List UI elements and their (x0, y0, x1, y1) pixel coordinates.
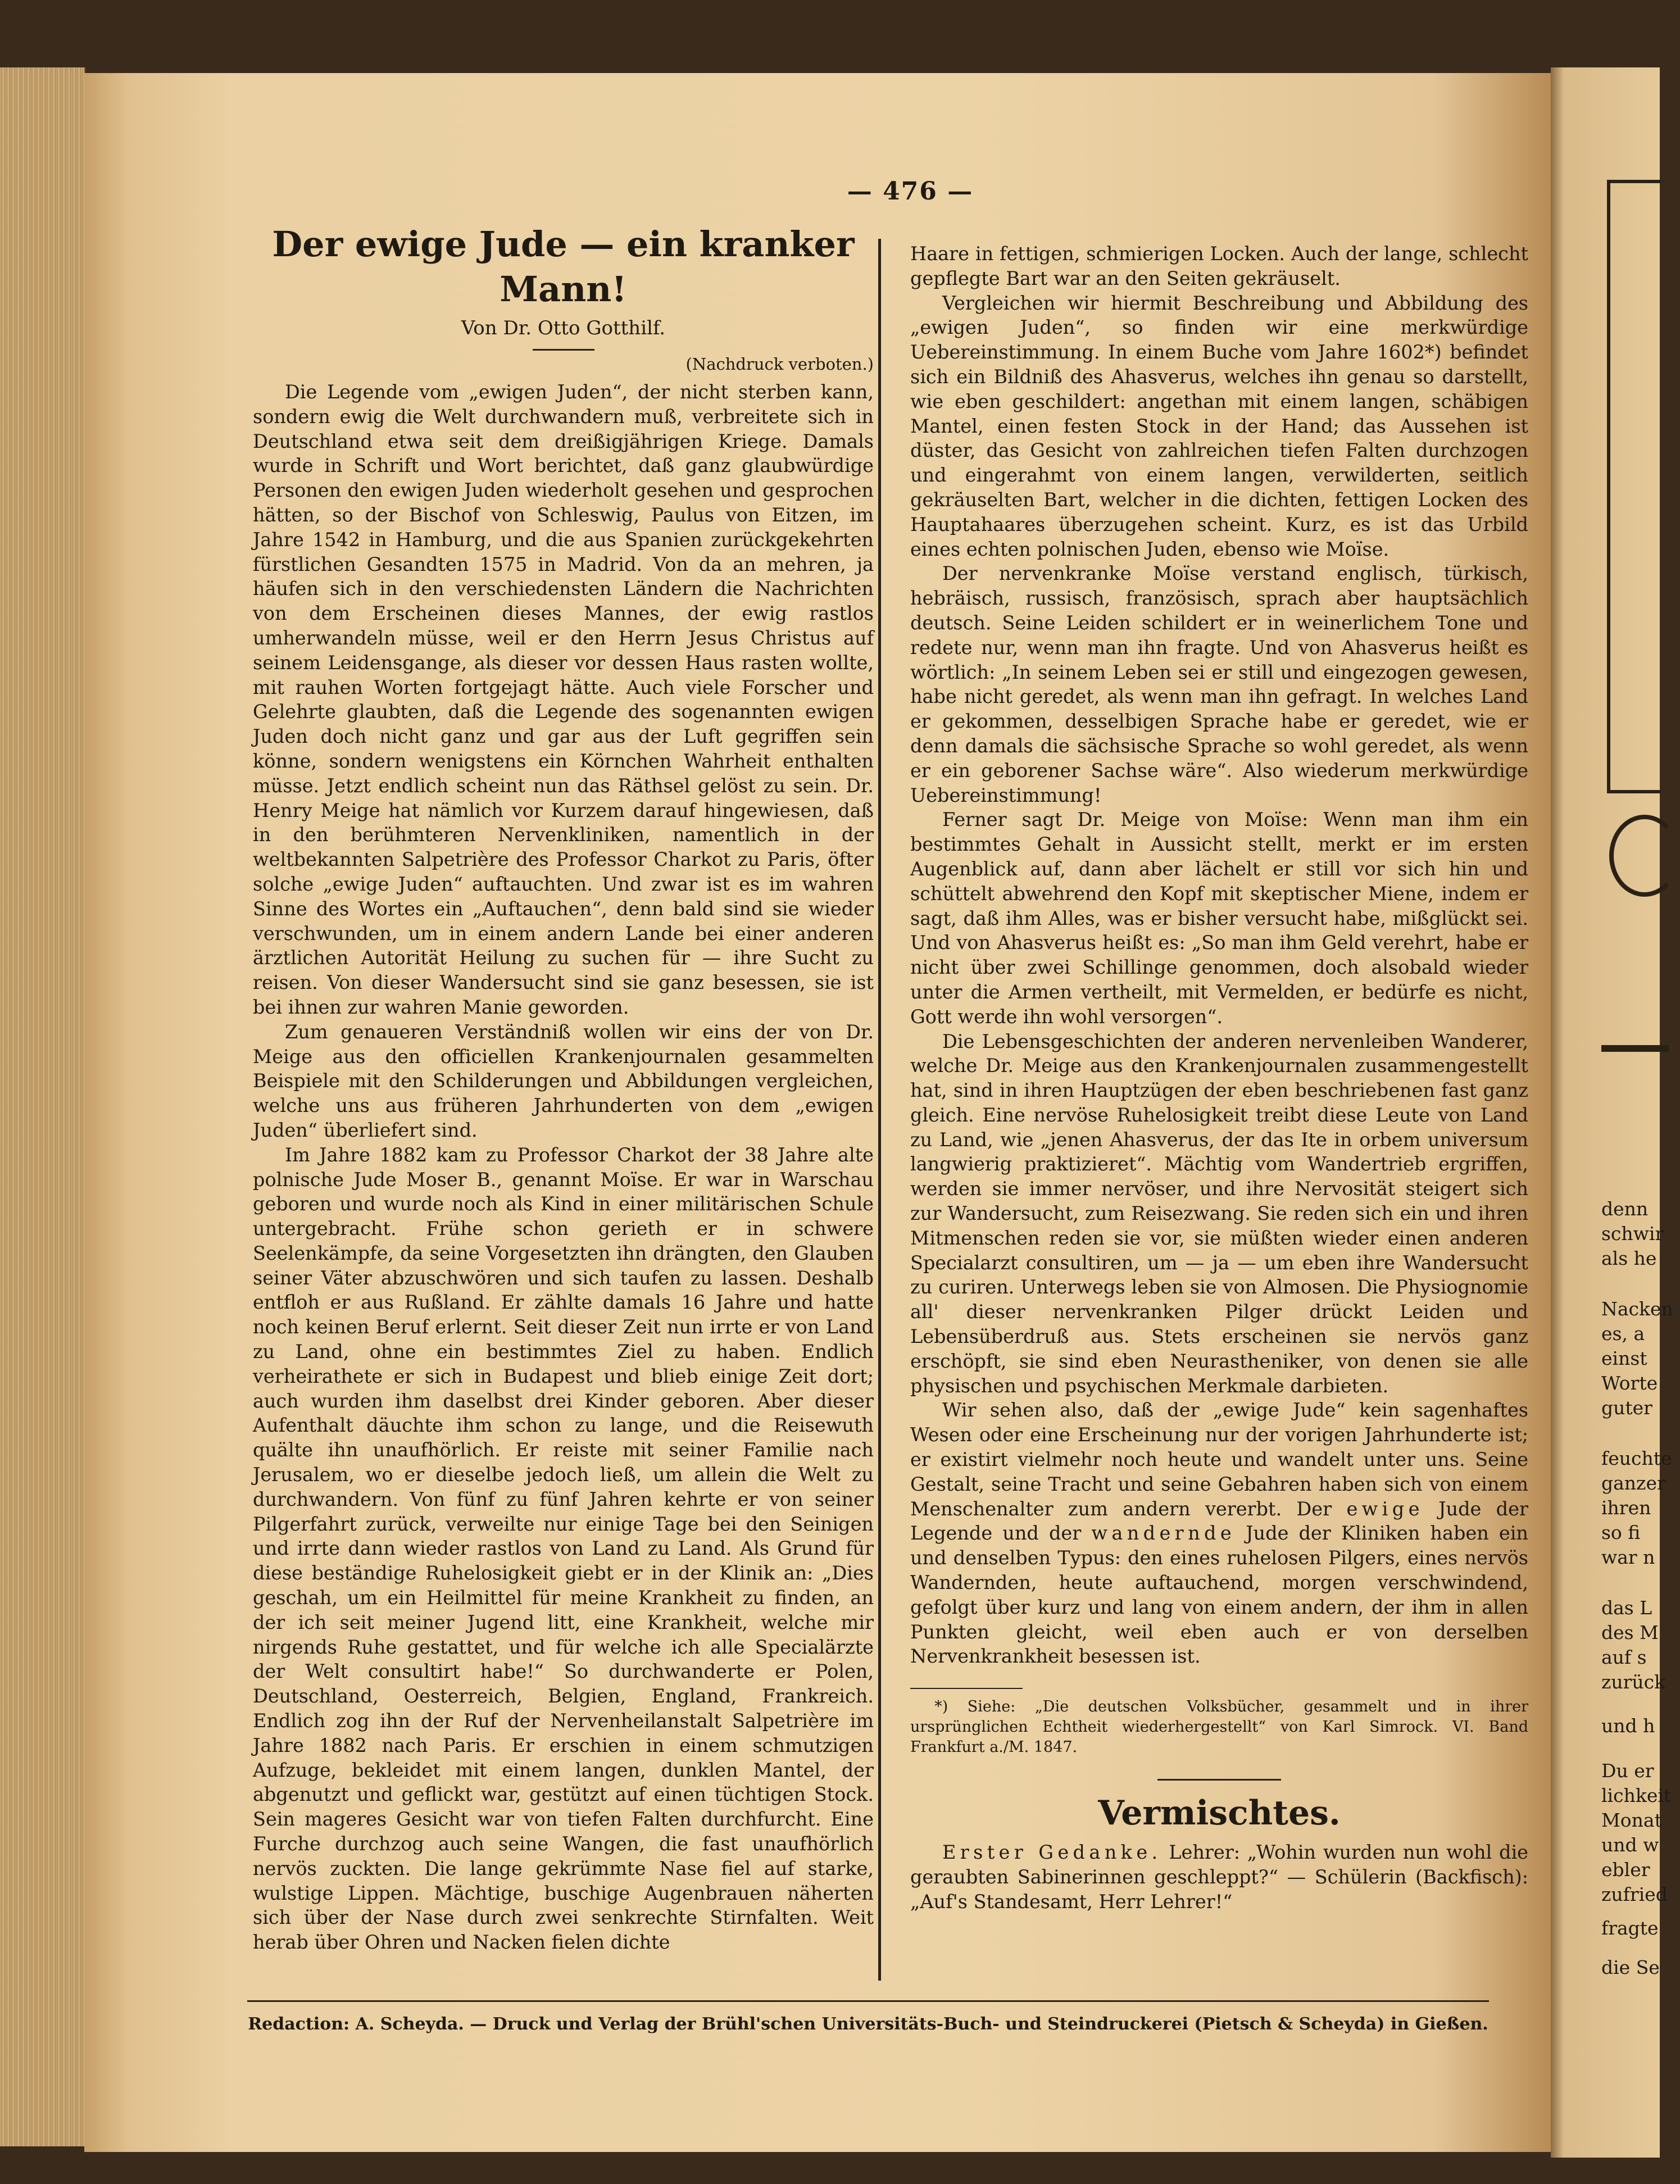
fragment-line: schwir (1601, 1223, 1664, 1245)
fragment-line: denn (1601, 1198, 1649, 1220)
paragraph: Die Legende vom „ewigen Juden“, der nicht sterben kann, sondern ewig die Welt durchwandern muß, verbreitete sich in Deutschland etwa seit dem dreißigjährigen Kriege. Damals wurde in Schrift und Wort berichtet, daß ganz glaubwürdige Personen den ewigen Juden wiederholt gesehen und gesprochen hätten, so der Bischof von Schleswig, Paulus von Eitzen, im Jahre 1542 in Hamburg, und die aus Spanien zurückgekehrten fürstlichen Gesandten 1575 in Madrid. Von da an mehren, ja häufen sich in den verschiedensten Ländern die Nachrichten von dem Erscheinen dieses Mannes, der ewig rastlos umherwandeln müsse, weil er den Herrn Jesus Christus auf seinem Leidensgange, als dieser vor dessen Haus rasten wollte, mit rauhen Worten fortgejagt hätte. Auch viele Forscher und Gelehrte glaubten, daß die Legende des sogenannten ewigen Juden doch nicht ganz und gar aus der Luft gegriffen sein könne, sondern wenigstens ein Körnchen Wahrheit enthalten müsse. Jetzt endlich scheint nun das Räthsel gelöst zu sein. Dr. Henry Meige hat nämlich vor Kurzem darauf hingewiesen, daß in den berühmteren Nervenkliniken, namentlich in der weltbekannten Salpetrière des Professor Charkot zu Paris, öfter solche „ewige Juden“ auftauchten. Und zwar ist es im wahren Sinne des Wortes ein „Auftauchen“, denn bald sind sie wieder verschwunden, um in einem andern Lande bei einer anderen ärztlichen Autorität Heilung zu suchen für — ihre Sucht zu reisen. Von dieser Wandersucht sind sie ganz besessen, sie ist bei ihnen zur wahren Manie geworden. (253, 381, 874, 1018)
fragment-line: ihren (1601, 1497, 1651, 1519)
fragment-line: Nacken (1601, 1298, 1673, 1320)
fragment-line: Monat (1601, 1809, 1662, 1831)
fragment-line: ganzer (1601, 1472, 1666, 1494)
title-rule (533, 349, 594, 351)
fragment-line: feuchte (1601, 1447, 1672, 1469)
section-rule (1157, 1779, 1281, 1781)
paragraph: Der nervenkranke Moïse verstand englisch, türkisch, hebräisch, russisch, französisch, sprach aber hauptsächlich deutsch. Seine Leiden schildert er in weinerlichem Tone und redete nur, wenn man ihn fragte. Und von Ahasverus heißt es wörtlich: „In seinem Leben sei er still und eingezogen gewesen, habe nicht geredet, als wenn man ihn gefragt. In welches Land er gekommen, desselbigen Sprache habe er geredet, wie er denn damals die sächsische Sprache so wohl geredet, als wenn er ein geborener Sachse wäre“. Also wiederum merkwürdige Uebereinstimmung! (910, 562, 1528, 806)
fragment-line: war n (1601, 1546, 1655, 1568)
article-byline: Von Dr. Otto Gotthilf. (461, 317, 666, 339)
fragment-line: es, a (1601, 1323, 1645, 1345)
anecdote (910, 1840, 1528, 1914)
closing-text-3: Jude der Kliniken haben ein und denselben Typus: den eines ruhelosen Pilgers, eines nervös Wandernden, heute auftauchend, morgen verschwindend, gefolgt über kurz und lang von einem andern, der ihm in allen Punkten gleicht, weil eben auch er von derselben Nervenkrankheit besessen ist. (910, 1522, 1528, 1668)
left-column (253, 222, 874, 1955)
fragment-line: die Se (1601, 1956, 1660, 1978)
anecdote-lead: Erster Gedanke. (942, 1841, 1162, 1864)
imprint: Redaction: A. Scheyda. — Druck und Verlag der Brühl'schen Universitäts-Buch- und Steindruckerei (Pietsch & Scheyda) in Gießen. (248, 2014, 1488, 2034)
fragment-line: Worte (1601, 1372, 1658, 1394)
footnote-rule (910, 1688, 1023, 1689)
closing-text-1: Wir sehen also, daß der „ewige Jude“ kein sagenhaftes Wesen oder eine Erscheinung nur der vorigen Jahrhunderte ist; er existirt vielmehr noch heute und wandelt unter uns. Seine Gestalt, seine Tracht und seine Gebahren haben sich von einem Menschenalter zum andern vererbt. Der (910, 1399, 1528, 1520)
paragraph: Ferner sagt Dr. Meige von Moïse: Wenn man ihm ein bestimmtes Gehalt in Aussicht stellt, merkt er im ersten Augenblick auf, dann aber lächelt er still vor sich hin und schüttelt abwehrend den Kopf mit skeptischer Miene, indem er sagt, daß ihm Alles, was er bisher versucht habe, mißglückt sei. Und von Ahasverus heißt es: „So man ihm Geld verehrt, habe er nicht über zwei Schillinge genommen, doch alsobald wieder unter die Armen vertheilt, mit Vermelden, er bedürfe es nicht, Gott werde ihn wohl versorgen“. (910, 809, 1528, 1028)
imprint-rule (247, 2000, 1489, 2002)
article-title: Der ewige Jude — ein kranker Mann! (272, 224, 855, 310)
fragment-line: lichkeit (1601, 1785, 1672, 1806)
fragment-line: und w (1601, 1834, 1659, 1856)
fragment-line: zufried (1601, 1883, 1668, 1905)
next-page-edge (1551, 67, 1673, 2158)
ornament-flourish (1609, 815, 1680, 897)
fragment-line: einst (1601, 1347, 1647, 1369)
footnote: *) Siehe: „Die deutschen Volksbücher, gesammelt und in ihrer ursprünglichen Echtheit wiederhergestellt“ von Karl Simrock. VI. Band Frankfurt a./M. 1847. (910, 1698, 1528, 1756)
fragment-line: und h (1601, 1715, 1655, 1737)
ornament-frame (1607, 180, 1661, 793)
column-divider (878, 239, 881, 1981)
fragment-line: so fi (1601, 1522, 1641, 1543)
fragment-line: fragte (1601, 1917, 1659, 1939)
paragraph: Haare in fettigen, schmierigen Locken. Auch der lange, schlecht gepflegte Bart war an den Seiten gekräuselt. (910, 243, 1528, 289)
book-page-edges (0, 67, 85, 2146)
closing-text-2: Jude der Legende und der (910, 1497, 1528, 1545)
paragraph: Zum genaueren Verständniß wollen wir eins der von Dr. Meige aus den officiellen Krankenjournalen gesammelten Beispiele mit den Schilderungen und Abbildungen vergleichen, welche uns aus früheren Jahrhunderten von dem „ewigen Juden“ überliefert sind. (253, 1020, 874, 1141)
paragraph: Vergleichen wir hiermit Beschreibung und Abbildung des „ewigen Juden“, so finden wir eine merkwürdige Uebereinstimmung. In einem Buche vom Jahre 1602*) befindet sich ein Bildniß des Ahasverus, welches ihn genau so darstellt, wie eben geschildert: angethan mit einem langen, schäbigen Mantel, einen festen Stock in der Hand; das Aussehen ist düster, das Gesicht von zahlreichen tiefen Falten durchzogen und eingerahmt von einem langen, verwilderten, seitlich gekräuselten Bart, welcher in die dichten, fettigen Locken des Hauptahaares überzugehen scheint. Kurz, es ist das Urbild eines echten polnischen Juden, ebenso wie Moïse. (910, 292, 1528, 560)
fragment-line: als he (1601, 1247, 1657, 1269)
fragment-line: zurück (1601, 1671, 1666, 1693)
spaced-word-ewige: ewige (1346, 1497, 1424, 1520)
closing-paragraph (910, 1398, 1528, 1669)
section-heading: Vermischtes. (1098, 1793, 1341, 1833)
spaced-word-wandernde: wandernde (1091, 1522, 1236, 1545)
paragraph: Im Jahre 1882 kam zu Professor Charkot der 38 Jahre alte polnische Jude Moser B., genannt Moïse. Er war in Warschau geboren und wurde noch als Kind in einer militärischen Schule untergebracht. Frühe schon gerieth er in schwere Seelenkämpfe, da seine Vorgesetzten ihn drängten, den Glauben seiner Väter abzuschwören und sich taufen zu lassen. Deshalb entfloh er aus Rußland. Er zählte damals 16 Jahre und hatte noch keinen Beruf erlernt. Seit dieser Zeit nun irrte er von Land zu Land, ohne ein bestimmtes Ziel zu haben. Endlich verheirathete er sich in Budapest und blieb einige Zeit dort; auch wurden ihm daselbst drei Kinder geboren. Aber dieser Aufenthalt däuchte ihm schon zu lange, und die Reisewuth quälte ihn unaufhörlich. Er reiste mit seiner Familie nach Jerusalem, wo er dieselbe jedoch ließ, um allein die Welt zu durchwandern. Von fünf zu fünf Jahren kehrte er von seiner Pilgerfahrt zurück, verweilte nur einige Tage bei den Seinigen und irrte dann wieder rastlos von Land zu Land. Als Grund für diese beständige Ruhelosigkeit giebt er in der Klinik an: „Dies geschah, um ein Heilmittel für meine Krankheit zu finden, an der ich seit meiner Jugend litt, eine Krankheit, welche mir nirgends Ruhe gestattet, und für welche ich alle Specialärzte der Welt consultirt habe!“ So durchwanderte er Polen, Deutschland, Oesterreich, Belgien, England, Frankreich. Endlich zog ihn der Ruf der Nervenheilanstalt Salpetrière im Jahre 1882 nach Paris. Er erschien in einem schmutzigen Aufzuge, bekleidet mit einem langen, dunklen Mantel, der abgenutzt und geflickt war, gestützt auf einen tüchtigen Stock. Sein mageres Gesicht war von tiefen Falten durchfurcht. Eine Furche durchzog auch seine Wangen, die fast unaufhörlich nervös zuckten. Die lange gekrümmte Nase fiel auf starke, wulstige Lippen. Mächtige, buschige Augenbrauen näherten sich über der Nase durch zwei senkrechte Stirnfalten. Weit herab über Ohren und Nacken fielen dichte (253, 1143, 874, 1954)
fragment-line: guter (1601, 1397, 1652, 1419)
right-column (910, 242, 1528, 1914)
fragment-line: des M (1601, 1622, 1659, 1643)
page-number: — 476 — (847, 177, 974, 206)
paragraph: Die Lebensgeschichten der anderen nervenleiben Wanderer, welche Dr. Meige aus den Krankenjournalen zusammengestellt hat, sind in ihren Hauptzügen der eben beschriebenen fast ganz gleich. Eine nervöse Ruhelosigkeit treibt diese Leute von Land zu Land, wie „jenen Ahasverus, der das Ite in orbem universum langwierig praktizieret“. Mächtig vom Wandertrieb ergriffen, werden sie immer nervöser, und ihre Nervosität steigert sich zur Wandersucht, zum Reisezwang. Sie reden sich ein und ihren Mitmenschen reden sie vor, sie müßten wieder einen anderen Specialarzt consultiren, um — ja — um eben ihre Wandersucht zu curiren. Unterwegs leben sie von Almosen. Die Physiognomie all' dieser nervenkranken Pilger drückt Leiden und Lebensüberdruß aus. Stets erscheinen sie nervös ganz erschöpft, sie sind eben Neurasthеniker, von denen sie alle physischen und psychischen Merkmale darbieten. (910, 1030, 1528, 1397)
fragment-line: Du er (1601, 1760, 1654, 1782)
fragment-line: ebler (1601, 1859, 1650, 1881)
reprint-notice: (Nachdruck verboten.) (685, 355, 874, 374)
fragment-line: das L (1601, 1597, 1652, 1619)
fragment-line: auf s (1601, 1646, 1647, 1668)
anecdote-text: Lehrer: „Wohin wurden nun wohl die geraubten Sabinerinnen geschleppt?“ — Schülerin (Backfisch): „Auf's Standesamt, Herr Lehrer!“ (910, 1841, 1528, 1913)
ornament-bar (1601, 1045, 1669, 1052)
